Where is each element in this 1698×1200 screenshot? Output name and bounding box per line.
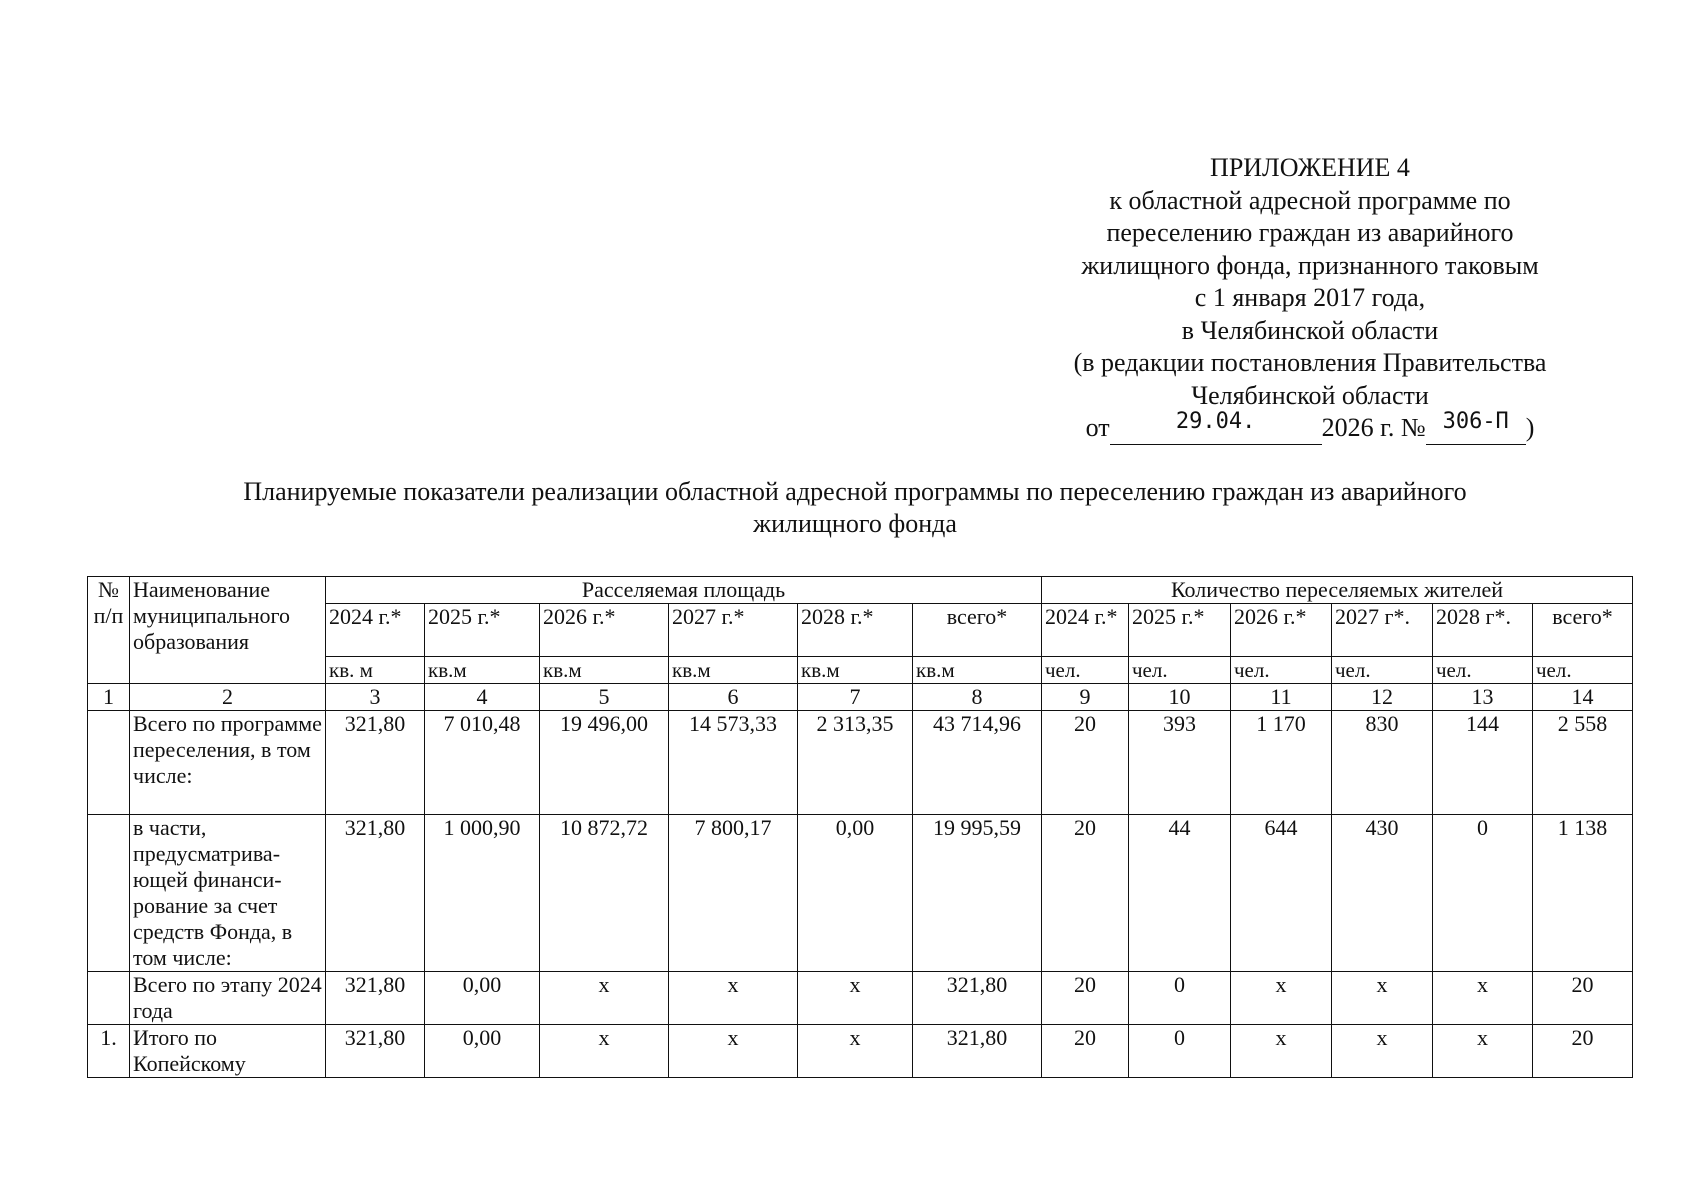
table-cell: 321,80 — [326, 1025, 425, 1078]
area-year-header: 2025 г.* — [425, 604, 540, 657]
table-cell: 1 000,90 — [425, 815, 540, 972]
row-name: Всего по программе переселения, в том числе: — [130, 711, 326, 815]
table-cell: 20 — [1533, 972, 1633, 1025]
table-cell: 14 573,33 — [669, 711, 798, 815]
residents-year-header: 2024 г.* — [1042, 604, 1129, 657]
table-cell: 43 714,96 — [913, 711, 1042, 815]
residents-year-header: 2028 г*. — [1433, 604, 1533, 657]
table-row — [88, 972, 1633, 1025]
from-label: от — [1085, 413, 1110, 442]
table-cell: х — [669, 972, 798, 1025]
appendix-line: к областной адресной программе по — [1109, 185, 1511, 215]
table-cell: 0 — [1129, 1025, 1231, 1078]
column-number: 10 — [1129, 684, 1231, 711]
table-cell: 830 — [1332, 711, 1433, 815]
appendix-line: жилищного фонда, признанного таковым — [1081, 250, 1539, 280]
table-cell: 393 — [1129, 711, 1231, 815]
table-cell: х — [1231, 972, 1332, 1025]
resolution-date-line — [1020, 408, 1600, 445]
name-header: Наименование муниципального образования — [130, 577, 326, 684]
residents-year-header: всего* — [1533, 604, 1633, 657]
table-cell: 0,00 — [425, 1025, 540, 1078]
table-cell: 20 — [1042, 1025, 1129, 1078]
table-cell: 20 — [1533, 1025, 1633, 1078]
table-cell: 1 138 — [1533, 815, 1633, 972]
residents-group-header: Количество переселяемых жителей — [1042, 577, 1633, 604]
residents-unit-header: чел. — [1533, 657, 1633, 684]
table-cell: 0 — [1129, 972, 1231, 1025]
row-number: 1. — [88, 1025, 130, 1078]
table-row — [88, 711, 1633, 815]
residents-unit-header: чел. — [1129, 657, 1231, 684]
column-number: 14 — [1533, 684, 1633, 711]
table-cell: х — [1433, 972, 1533, 1025]
residents-year-header: 2026 г.* — [1231, 604, 1332, 657]
table-cell: 7 800,17 — [669, 815, 798, 972]
area-unit-header: кв.м — [669, 657, 798, 684]
area-year-header: 2027 г.* — [669, 604, 798, 657]
area-unit-header: кв. м — [326, 657, 425, 684]
column-number: 11 — [1231, 684, 1332, 711]
row-number — [88, 972, 130, 1025]
table-cell: 10 872,72 — [540, 815, 669, 972]
residents-unit-header: чел. — [1433, 657, 1533, 684]
column-number: 4 — [425, 684, 540, 711]
indicators-table — [87, 576, 1633, 1078]
residents-unit-header: чел. — [1231, 657, 1332, 684]
number-blank — [1426, 408, 1526, 445]
column-number: 3 — [326, 684, 425, 711]
area-year-header: 2028 г.* — [798, 604, 913, 657]
residents-year-header: 2025 г.* — [1129, 604, 1231, 657]
appendix-line: с 1 января 2017 года, — [1194, 283, 1426, 312]
area-year-header: 2024 г.* — [326, 604, 425, 657]
column-number: 12 — [1332, 684, 1433, 711]
table-cell: 321,80 — [913, 972, 1042, 1025]
table-cell: 2 558 — [1533, 711, 1633, 815]
appendix-line: (в редакции постановления Правительства — [1073, 348, 1547, 377]
table-cell: 0 — [1433, 815, 1533, 972]
table-cell: 19 496,00 — [540, 711, 669, 815]
table-cell: 1 170 — [1231, 711, 1332, 815]
table-cell: 430 — [1332, 815, 1433, 972]
residents-year-header: 2027 г*. — [1332, 604, 1433, 657]
table-cell: 7 010,48 — [425, 711, 540, 815]
table-cell: 20 — [1042, 972, 1129, 1025]
area-year-header: 2026 г.* — [540, 604, 669, 657]
table-cell: 0,00 — [425, 972, 540, 1025]
area-unit-header: кв.м — [913, 657, 1042, 684]
residents-unit-header: чел. — [1332, 657, 1433, 684]
column-number: 1 — [88, 684, 130, 711]
num-header: № п/п — [88, 577, 130, 684]
document-title — [90, 476, 1620, 540]
table-cell: х — [540, 972, 669, 1025]
column-number: 6 — [669, 684, 798, 711]
title-line: Планируемые показатели реализации областной адресной программы по переселению граждан из аварийного — [243, 477, 1467, 506]
title-line: жилищного фонда — [753, 509, 957, 538]
area-group-header: Расселяемая площадь — [326, 577, 1042, 604]
table-cell: х — [798, 972, 913, 1025]
column-number: 13 — [1433, 684, 1533, 711]
table-cell: 321,80 — [326, 711, 425, 815]
column-number: 9 — [1042, 684, 1129, 711]
area-unit-header: кв.м — [425, 657, 540, 684]
date-blank — [1110, 408, 1322, 445]
appendix-block — [1020, 152, 1600, 445]
row-number — [88, 711, 130, 815]
table-cell: 20 — [1042, 711, 1129, 815]
handwritten-number: 306-П — [1442, 408, 1509, 434]
table-cell: х — [798, 1025, 913, 1078]
table-cell: х — [1332, 1025, 1433, 1078]
table-cell: 0,00 — [798, 815, 913, 972]
appendix-line: ПРИЛОЖЕНИЕ 4 — [1210, 153, 1410, 182]
table-cell: х — [540, 1025, 669, 1078]
row-name: Всего по этапу 2024 года — [130, 972, 326, 1025]
area-unit-header: кв.м — [540, 657, 669, 684]
table-cell: х — [669, 1025, 798, 1078]
table-cell: 2 313,35 — [798, 711, 913, 815]
appendix-line: Челябинской области — [1191, 380, 1429, 410]
column-number: 8 — [913, 684, 1042, 711]
appendix-line: в Челябинской области — [1181, 315, 1439, 345]
table-row — [88, 1025, 1633, 1078]
table-cell: 19 995,59 — [913, 815, 1042, 972]
column-number: 5 — [540, 684, 669, 711]
column-number: 7 — [798, 684, 913, 711]
row-name: Итого по Копейскому — [130, 1025, 326, 1078]
table-cell: 144 — [1433, 711, 1533, 815]
area-unit-header: кв.м — [798, 657, 913, 684]
table-cell: 321,80 — [326, 815, 425, 972]
column-number-row — [88, 684, 1633, 711]
table-cell: х — [1231, 1025, 1332, 1078]
appendix-line: переселению граждан из аварийного — [1106, 218, 1514, 247]
table-cell: 20 — [1042, 815, 1129, 972]
table-cell: 644 — [1231, 815, 1332, 972]
table-cell: х — [1433, 1025, 1533, 1078]
table-cell: 321,80 — [913, 1025, 1042, 1078]
table-cell: 321,80 — [326, 972, 425, 1025]
header-row — [88, 577, 1633, 604]
handwritten-date: 29.04. — [1175, 408, 1256, 434]
row-name: в части, предусматрива-ющей финанси-рование за счет средств Фонда, в том числе: — [130, 815, 326, 972]
column-number: 2 — [130, 684, 326, 711]
area-year-header: всего* — [913, 604, 1042, 657]
close-paren: ) — [1525, 413, 1535, 442]
table-cell: х — [1332, 972, 1433, 1025]
table-cell: 44 — [1129, 815, 1231, 972]
table-row — [88, 815, 1633, 972]
row-number — [88, 815, 130, 972]
residents-unit-header: чел. — [1042, 657, 1129, 684]
year-number-label: 2026 г. № — [1321, 413, 1426, 442]
